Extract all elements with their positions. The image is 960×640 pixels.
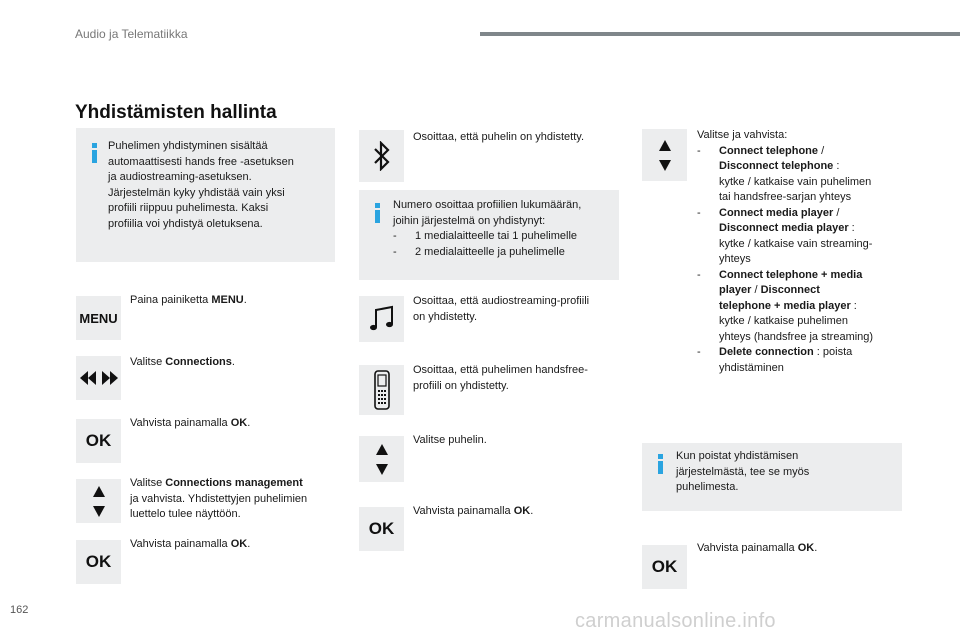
menu-button-icon: MENU [76,296,121,340]
info-line: järjestelmästä, tee se myös [676,465,810,478]
list-item: - 2 medialaitteelle ja puhelimelle [393,245,565,258]
info-box-profiles [359,190,619,280]
info-icon [92,150,97,163]
ok-button-icon: OK [76,419,121,463]
ok-button-icon: OK [642,545,687,589]
info-line: joihin järjestelmä on yhdistynyt: [393,214,546,227]
seek-arrows-icon [79,371,119,385]
music-text: Osoittaa, että audiostreaming-profiili on yhdistetty. [413,295,590,323]
info-line: profiili riippuu puhelimesta. Kaksi [108,202,269,214]
bluetooth-text: Osoittaa, että puhelin on yhdistetty. [413,131,585,143]
info-line: Puhelimen yhdistyminen sisältää [108,140,268,152]
step-connections-management-text: Valitse Connections management ja vahvista. Yhdistettyjen puhelimien luettelo tulee näyttöön. [130,477,308,520]
up-down-arrows-icon [359,436,404,482]
step-ok-text: Vahvista painamalla OK. [130,417,251,429]
info-line: ja audiostreaming-asetuksen. [108,171,252,183]
step-menu-text: Paina painiketta MENU. [130,294,247,306]
page-number: 162 [10,604,29,616]
seek-buttons-icon [76,356,121,400]
info-icon [375,210,380,223]
ok-button-icon: OK [76,540,121,584]
confirm-ok-text: Vahvista painamalla OK. [697,542,818,554]
handsfree-text: Osoittaa, että puhelimen handsfree- profiili on yhdistetty. [413,364,588,392]
music-note-icon [359,296,404,342]
step-connections-text: Valitse Connections. [130,356,235,368]
list-item: - Connect media player / Disconnect media player : kytke / katkaise vain streaming- yhteys [697,206,873,265]
section-header: Audio ja Telematiikka [75,27,188,41]
select-phone-text: Valitse puhelin. [413,434,487,446]
header-bar [480,32,960,36]
info-box-connection [76,128,335,262]
list-item: - Delete connection : poista yhdistäminen [697,346,853,374]
info-line: Numero osoittaa profiilien lukumäärän, [393,199,582,211]
handset-icon [359,365,404,415]
info-icon [658,461,663,474]
bluetooth-icon [359,130,404,182]
options-list: Valitse ja vahvista: - Connect telephone / Disconnect telephone : kytke / katkaise vain puhelimen tai handsfree-sarjan yhteys - Connect media player / Disconnect media player : kytke / katkaise vain streaming- yhteys - Connect telephone + media player / Disconnect telephone + media player : kytke / katkaise puhelimen yhteys (handsfree ja streaming) - Delete connection : poista yhdistäminen [697,128,902,376]
ok-button-icon: OK [359,507,404,551]
info-line: profiilia voi yhdistyä oletuksena. [108,217,263,230]
info-box-delete [642,443,902,511]
up-down-arrows-icon [642,129,687,181]
list-item: - Connect telephone + media player / Disconnect telephone + media player : kytke / katkaise puhelimen yhteys (handsfree ja streaming) [697,268,874,343]
step-ok-text: Vahvista painamalla OK. [130,538,251,550]
up-down-arrows-icon [76,479,121,523]
info-line: Kun poistat yhdistämisen [676,450,799,462]
info-line: Järjestelmän kyky yhdistää vain yksi [108,186,285,199]
info-line: automaattisesti hands free -asetuksen [108,155,294,168]
list-item: - 1 medialaitteelle tai 1 puhelimelle [393,230,578,242]
info-line: puhelimesta. [676,481,739,493]
confirm-ok-text: Vahvista painamalla OK. [413,505,534,517]
list-item: - Connect telephone / Disconnect telephone : kytke / katkaise vain puhelimen tai handsfree-sarjan yhteys [697,144,872,203]
page-title: Yhdistämisten hallinta [75,102,277,123]
watermark: carmanualsonline.info [575,610,776,632]
